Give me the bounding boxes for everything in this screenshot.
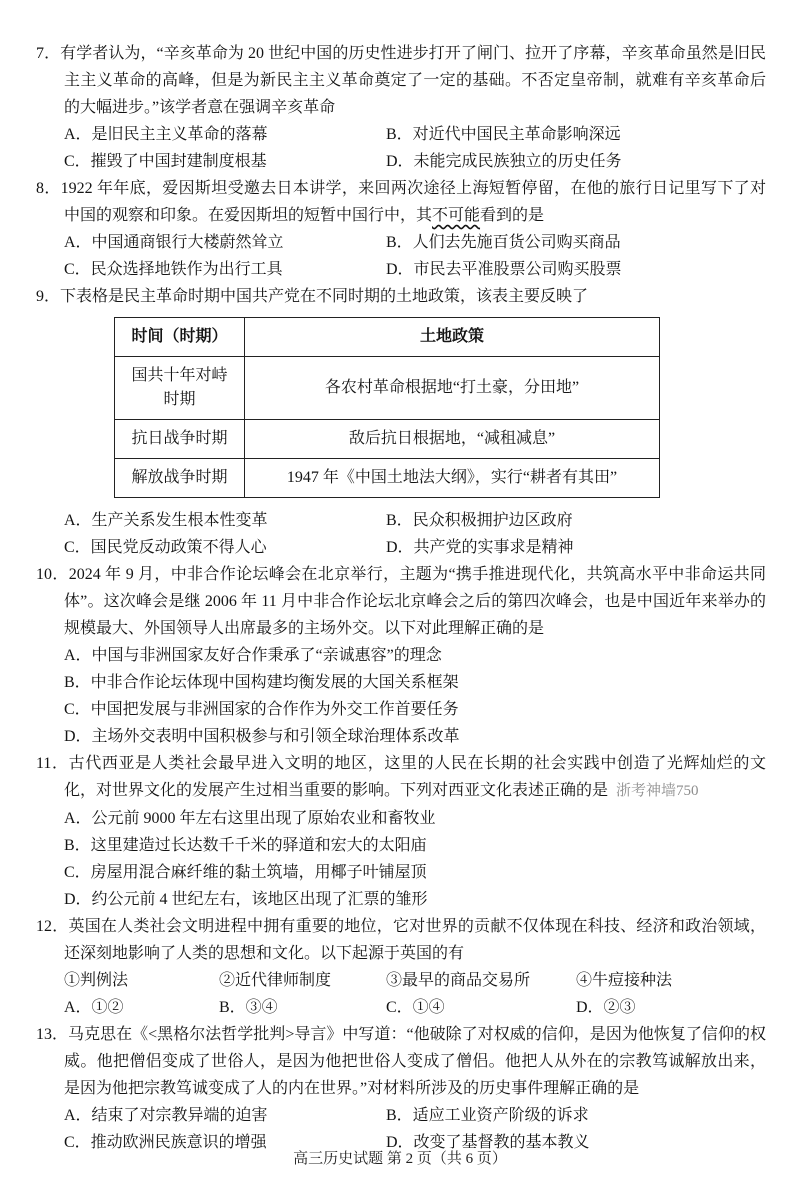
question-12-items xyxy=(36,967,766,994)
question-11 xyxy=(36,750,766,913)
question-12-number: 12． xyxy=(36,918,69,935)
question-12-stem-text: 英国在人类社会文明进程中拥有重要的地位，它对世界的贡献不仅体现在科技、经济和政治领域，还深刻地影响了人类的思想和文化。以下起源于英国的有 xyxy=(64,918,766,962)
table-cell-policy-3: 1947 年《中国土地法大纲》，实行“耕者有其田” xyxy=(245,459,660,498)
question-11-stem xyxy=(36,750,766,805)
question-11-number: 11． xyxy=(36,755,69,772)
question-7-options xyxy=(36,121,766,175)
question-8-option-d: D．市民去平准股票公司购买股票 xyxy=(386,261,622,278)
question-11-stem-text: 古代西亚是人类社会最早进入文明的地区，这里的人民在长期的社会实践中创造了光辉灿烂的文化，对世界文化的发展产生过相当重要的影响。下列对西亚文化表述正确的是 xyxy=(64,755,766,799)
question-12-option-d: D．②③ xyxy=(576,999,636,1016)
question-12-item-2: ②近代律师制度 xyxy=(219,972,332,989)
question-12-item-3: ③最早的商品交易所 xyxy=(386,972,531,989)
question-7-option-c: C．摧毁了中国封建制度根基 xyxy=(64,153,267,170)
question-12-stem xyxy=(36,913,766,967)
question-8-stem-text: 1922 年年底，爱因斯坦受邀去日本讲学，来回两次途径上海短暂停留，在他的旅行日记里写下了对中国的观察和印象。在爱因斯坦的短暂中国行中，其 xyxy=(60,180,766,224)
question-13 xyxy=(36,1021,766,1156)
table-cell-period-1: 国共十年对峙时期 xyxy=(115,357,245,420)
table-header-policy: 土地政策 xyxy=(245,318,660,357)
question-12-option-a: A．①② xyxy=(64,999,124,1016)
question-8-option-b: B．人们去先施百货公司购买商品 xyxy=(386,234,621,251)
question-12-option-c: C．①④ xyxy=(386,999,445,1016)
question-13-option-c: C．推动欧洲民族意识的增强 xyxy=(64,1134,267,1151)
question-8-number: 8． xyxy=(36,180,61,197)
question-11-option-d: D．约公元前 4 世纪左右，该地区出现了汇票的雏形 xyxy=(64,891,428,908)
question-9-option-d: D．共产党的实事求是精神 xyxy=(386,539,574,556)
question-13-stem-text: 马克思在《<黑格尔法哲学批判>导言》中写道：“他破除了对权威的信仰，是因为他恢复了信仰的权威。他把僧侣变成了世俗人，是因为他把世俗人变成了僧侣。他把人从外在的宗教笃诚解放出来，是因为他把宗教笃诚变成了人的内在世界。”对材料所涉及的历史事件理解正确的是 xyxy=(64,1026,766,1097)
question-8-stem xyxy=(36,175,766,229)
land-policy-table xyxy=(114,317,660,498)
question-8-stem-tail: 看到的是 xyxy=(480,207,545,224)
table-header-time: 时间（时期） xyxy=(115,318,245,357)
question-8-options xyxy=(36,229,766,283)
question-10-stem xyxy=(36,561,766,642)
question-9-stem-text: 下表格是民主革命时期中国共产党在不同时期的土地政策，该表主要反映了 xyxy=(60,288,589,305)
question-12-item-4: ④牛痘接种法 xyxy=(576,972,673,989)
watermark-text: 浙考神墙750 xyxy=(616,783,699,799)
question-10-option-d: D．主场外交表明中国积极参与和引领全球治理体系改革 xyxy=(64,728,460,745)
question-10-option-a: A．中国与非洲国家友好合作秉承了“亲诚惠容”的理念 xyxy=(64,647,442,664)
question-9 xyxy=(36,283,766,561)
question-11-option-c: C．房屋用混合麻纤维的黏土筑墙，用椰子叶铺屋顶 xyxy=(64,864,427,881)
table-row xyxy=(115,459,660,498)
question-9-number: 9． xyxy=(36,288,61,305)
question-11-options xyxy=(36,805,766,913)
question-12 xyxy=(36,913,766,1021)
question-9-option-c: C．国民党反动政策不得人心 xyxy=(64,539,267,556)
question-10-options xyxy=(36,642,766,750)
question-7 xyxy=(36,40,766,175)
question-11-option-a: A．公元前 9000 年左右这里出现了原始农业和畜牧业 xyxy=(64,810,436,827)
question-12-option-b: B．③④ xyxy=(219,999,278,1016)
question-7-option-d: D．未能完成民族独立的历史任务 xyxy=(386,153,622,170)
table-cell-period-2: 抗日战争时期 xyxy=(115,420,245,459)
question-12-options xyxy=(36,994,766,1021)
question-9-option-b: B．民众积极拥护边区政府 xyxy=(386,512,573,529)
question-7-option-a: A．是旧民主主义革命的落幕 xyxy=(64,126,268,143)
question-13-option-d: D．改变了基督教的基本教义 xyxy=(386,1134,590,1151)
question-13-option-a: A．结束了对宗教异端的迫害 xyxy=(64,1107,268,1124)
question-7-stem-text: 有学者认为，“辛亥革命为 20 世纪中国的历史性进步打开了闸门、拉开了序幕，辛亥革命虽然是旧民主主义革命的高峰，但是为新民主主义革命奠定了一定的基础。不否定皇帝制，就难有辛亥革命后的大幅进步。”该学者意在强调辛亥革命 xyxy=(60,45,766,116)
question-8-stem-emphasis: 不可能 xyxy=(432,207,481,224)
question-9-stem xyxy=(36,283,766,310)
question-10-stem-text: 2024 年 9 月，中非合作论坛峰会在北京举行，主题为“携手推进现代化，共筑高水平中非命运共同体”。这次峰会是继 2006 年 11 月中非合作论坛北京峰会之后的第四次峰会，也是中国近年来举办的规模最大、外国领导人出席最多的主场外交。以下对此理解正确的是 xyxy=(64,566,766,637)
question-13-option-b: B．适应工业资产阶级的诉求 xyxy=(386,1107,589,1124)
question-8 xyxy=(36,175,766,283)
question-7-number: 7． xyxy=(36,45,61,62)
table-row xyxy=(115,420,660,459)
question-10-option-b: B．中非合作论坛体现中国构建均衡发展的大国关系框架 xyxy=(64,674,459,691)
question-10-number: 10． xyxy=(36,566,69,583)
question-9-option-a: A．生产关系发生根本性变革 xyxy=(64,512,268,529)
question-10 xyxy=(36,561,766,750)
question-8-option-a: A．中国通商银行大楼蔚然耸立 xyxy=(64,234,284,251)
question-12-item-1: ①判例法 xyxy=(64,972,129,989)
question-7-stem xyxy=(36,40,766,121)
question-13-number: 13． xyxy=(36,1026,69,1043)
table-cell-period-3: 解放战争时期 xyxy=(115,459,245,498)
page-footer: 高三历史试题 第 2 页（共 6 页） xyxy=(293,1151,507,1167)
question-11-option-b: B．这里建造过长达数千千米的驿道和宏大的太阳庙 xyxy=(64,837,427,854)
table-row xyxy=(115,357,660,420)
question-9-options xyxy=(36,507,766,561)
question-8-option-c: C．民众选择地铁作为出行工具 xyxy=(64,261,283,278)
table-header-row xyxy=(115,318,660,357)
table-cell-policy-1: 各农村革命根据地“打土豪，分田地” xyxy=(245,357,660,420)
question-10-option-c: C．中国把发展与非洲国家的合作作为外交工作首要任务 xyxy=(64,701,459,718)
question-7-option-b: B．对近代中国民主革命影响深远 xyxy=(386,126,621,143)
table-cell-policy-2: 敌后抗日根据地，“减租减息” xyxy=(245,420,660,459)
question-13-stem xyxy=(36,1021,766,1102)
